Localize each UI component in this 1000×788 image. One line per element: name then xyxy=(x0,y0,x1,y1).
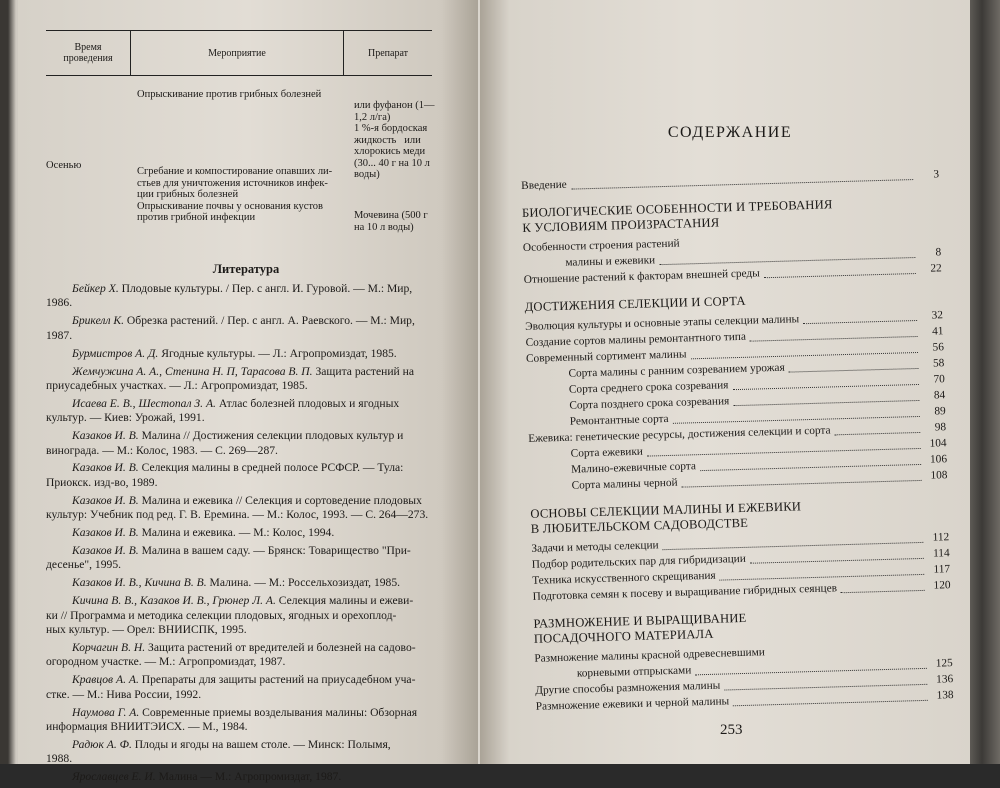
literature-author: Исаева Е. В., Шестопал З. А. xyxy=(72,396,216,410)
literature-line: винограда. — М.: Колос, 1983. — С. 269—287. xyxy=(46,443,278,457)
literature-line: Кравцов А. А. Препараты для защиты растений на приусадебном уча- xyxy=(72,673,416,687)
literature-line: культур. — Киев: Урожай, 1991. xyxy=(46,411,205,425)
toc-page-number: 84 xyxy=(933,389,946,402)
literature-line: Казаков И. В. Малина в вашем саду. — Брянск: Товарищество "При- xyxy=(72,544,411,557)
toc-section-line: ПОСАДОЧНОГО МАТЕРИАЛА xyxy=(533,626,714,646)
toc-page-number: 138 xyxy=(936,689,954,702)
table-drug-line: 1,2 л/га) xyxy=(354,111,391,123)
literature-line: Приокск. изд-во, 1989. xyxy=(46,475,158,489)
toc-entry-label: Современный сортимент малины xyxy=(525,348,687,365)
literature-author: Ярославцев Е. И. xyxy=(72,770,156,784)
table-drug-line: жидкость или xyxy=(354,134,421,146)
toc-entry-label: Подготовка семян к посеву и выращивание гибридных сеянцев xyxy=(532,582,838,603)
literature-line: Казаков И. В. Малина и ежевика. — М.: Колос, 1994. xyxy=(72,526,335,540)
literature-line: стке. — М.: Нива России, 1992. xyxy=(46,687,202,701)
toc-entry-label: Отношение растений к факторам внешней среды xyxy=(523,267,760,286)
table-drug-line: (30... 40 г на 10 л xyxy=(354,157,430,169)
literature-entry xyxy=(46,770,448,784)
literature-entry xyxy=(46,347,448,361)
toc-entry-label: Подбор родительских пар для гибридизации xyxy=(531,552,746,571)
toc-page-number: 56 xyxy=(932,341,945,354)
toc-entry-label: Эволюция культуры и основные этапы селекции малины xyxy=(524,313,800,333)
literature-line: Казаков И. В. Селекция малины в средней полосе РСФСР. — Тула: xyxy=(72,461,404,475)
toc-page-number: 98 xyxy=(934,421,947,434)
literature-author: Брикелл К. xyxy=(72,314,125,328)
toc-page-number: 58 xyxy=(932,357,945,370)
literature-author: Корчагин В. Н. xyxy=(72,640,146,654)
literature-author: Жемчужина А. А., Стенина Н. П, Тарасова В. П. xyxy=(72,364,313,378)
literature-entry xyxy=(46,526,448,540)
literature-author: Бурмистров А. Д. xyxy=(72,346,159,360)
literature-line: огородном участке. — М.: Агропромиздат, 1987. xyxy=(46,655,286,669)
literature-entry xyxy=(46,641,448,670)
toc-leader-dots xyxy=(841,589,925,593)
toc-page-number: 112 xyxy=(932,531,950,544)
literature-author: Кравцов А. А. xyxy=(72,673,139,687)
table-event-line: Опрыскивание почвы у основания кустов xyxy=(137,200,324,212)
toc-entry-label: Другие способы размножения малины xyxy=(535,679,721,697)
toc-page-number: 70 xyxy=(933,373,945,386)
literature-entry xyxy=(46,429,448,458)
literature-line: Корчагин В. Н. Защита растений от вредителей и болезней на садово- xyxy=(72,640,416,654)
table-drug-line: 1 %-я бордоская xyxy=(354,123,428,134)
literature-entry xyxy=(46,282,448,311)
toc-page-number: 117 xyxy=(933,563,951,576)
literature-line: десенье", 1995. xyxy=(46,558,122,572)
toc-section-line: ОСНОВЫ СЕЛЕКЦИИ МАЛИНЫ И ЕЖЕВИКИ xyxy=(530,499,802,521)
toc-page-number: 104 xyxy=(929,437,947,450)
literature-line: 1986. xyxy=(46,296,73,310)
table-time-2: Осенью xyxy=(46,160,82,171)
toc-entry-label: Ремонтантные сорта xyxy=(569,412,669,428)
literature-line: 1987. xyxy=(46,328,73,342)
literature-entry xyxy=(46,397,448,426)
table-drug-line: воды) xyxy=(354,169,380,180)
toc-page-number: 136 xyxy=(936,673,954,686)
literature-line: Радюк А. Ф. Плоды и ягоды на вашем столе. — Минск: Полымя, xyxy=(72,737,391,751)
literature-author: Казаков И. В., Кичина В. В. xyxy=(72,576,207,590)
toc-entry-label: Сорта ежевики xyxy=(570,445,644,460)
toc-page-number: 41 xyxy=(931,325,944,338)
literature-author: Бейкер Х. xyxy=(72,282,119,295)
literature-author: Казаков И. В. xyxy=(72,429,139,443)
toc-page-number: 3 xyxy=(933,168,940,181)
toc-entry-label: Размножение малины красной одревесневшими xyxy=(534,646,765,665)
toc-leader-dots xyxy=(764,272,916,278)
toc-section-line: БИОЛОГИЧЕСКИЕ ОСОБЕННОСТИ И ТРЕБОВАНИЯ xyxy=(521,197,833,220)
literature-line: Брикелл К. Обрезка растений. / Пер. с англ. А. Раевского. — М.: Мир, xyxy=(72,314,415,328)
toc-entry-label: Ежевика: генетические ресурсы, достижения селекции и сорта xyxy=(528,424,831,445)
toc-entry-label: Сорта малины черной xyxy=(571,476,678,492)
literature-author: Казаков И. В. xyxy=(72,493,139,507)
toc-entry-label: Особенности строения растений xyxy=(522,237,680,254)
toc-page-number: 32 xyxy=(931,309,944,322)
table-drug-1 xyxy=(354,100,434,181)
literature-title: Литература xyxy=(212,262,280,276)
literature-line: Казаков И. В., Кичина В. В. Малина. — М.: Россельхозиздат, 1985. xyxy=(72,576,401,590)
literature-entry xyxy=(46,706,448,735)
toc-page-number: 125 xyxy=(935,657,953,670)
page-stack-edge xyxy=(970,0,1000,764)
toc-entry-label: Сорта среднего срока созревания xyxy=(568,379,729,396)
toc-page-number: 108 xyxy=(930,469,948,482)
toc-section-line: РАЗМНОЖЕНИЕ И ВЫРАЩИВАНИЕ xyxy=(533,610,747,631)
table-drug-line: хлорокись меди xyxy=(354,146,426,157)
literature-list xyxy=(46,282,448,788)
literature-line: Бейкер Х. Плодовые культуры. / Пер. с англ. И. Гуровой. — М.: Мир, xyxy=(72,282,413,295)
literature-entry xyxy=(46,365,448,394)
literature-entry xyxy=(46,314,448,343)
toc-page-number: 89 xyxy=(934,405,946,418)
toc-entry-label: Введение xyxy=(521,178,567,192)
literature-entry xyxy=(46,738,448,767)
literature-line: информация ВНИИТЭИСХ. — М., 1984. xyxy=(46,719,248,733)
toc-entry-label: Техника искусственного скрещивания xyxy=(532,569,716,587)
toc-leader-dots xyxy=(834,431,920,435)
literature-line: Жемчужина А. А., Стенина Н. П, Тарасова В. П. Защита растений на xyxy=(72,364,414,378)
literature-entry xyxy=(46,594,448,637)
literature-entry xyxy=(46,576,448,590)
toc-title: СОДЕРЖАНИЕ xyxy=(667,124,793,141)
literature-line: Наумова Г. А. Современные приемы возделывания малины: Обзорная xyxy=(72,705,418,719)
table-event-line: Сгребание и компостирование опавших ли- xyxy=(137,166,333,177)
literature-author: Наумова Г. А. xyxy=(72,705,140,719)
table-drug-line: на 10 л воды) xyxy=(354,221,414,233)
toc-section-line: ДОСТИЖЕНИЯ СЕЛЕКЦИИ И СОРТА xyxy=(524,293,746,314)
table-event-line: против грибной инфекции xyxy=(137,212,256,223)
page-number: 253 xyxy=(720,722,743,738)
toc-page-number: 106 xyxy=(929,453,948,466)
table-header-event: Мероприятие xyxy=(131,31,344,75)
toc-page-number: 8 xyxy=(935,246,942,259)
literature-line: приусадебных участках. — Л.: Агропромиздат, 1985. xyxy=(46,378,308,392)
toc-entry-label: Задачи и методы селекции xyxy=(531,539,659,555)
toc-entry-label: Создание сортов малины ремонтантного типа xyxy=(525,330,747,349)
literature-entry xyxy=(46,673,448,702)
literature-line: Казаков И. В. Малина и ежевика // Селекция и сортоведение плодовых xyxy=(72,493,422,507)
literature-author: Радюк А. Ф. xyxy=(72,737,132,751)
table-event-2 xyxy=(137,166,332,224)
toc-entry-label: Сорта малины с ранним созреванием урожая xyxy=(568,361,785,380)
header-time-line1: Время xyxy=(74,42,102,53)
table-event-1: Опрыскивание против грибных болезней xyxy=(137,89,322,100)
toc-entry-label: Сорта позднего срока созревания xyxy=(569,395,730,412)
literature-entry xyxy=(46,544,448,573)
toc-page-number: 22 xyxy=(930,262,942,275)
toc-entry-label: малины и ежевики xyxy=(565,254,656,269)
table-header-drug: Препарат xyxy=(368,47,408,59)
toc-entry-label: корневыми отпрысками xyxy=(576,664,692,680)
table-event-line: ции грибных болезней xyxy=(137,189,239,200)
literature-line: Бурмистров А. Д. Ягодные культуры. — Л.: Агропромиздат, 1985. xyxy=(72,346,397,360)
toc-entry-label: Малино-ежевичные сорта xyxy=(570,460,697,476)
literature-line: Ярославцев Е. И. Малина — М.: Агропромиздат, 1987. xyxy=(72,770,342,784)
literature-line: ки // Программа и методика селекции плодовых, ягодных и орехоплод- xyxy=(46,608,397,622)
literature-line: культур: Учебник под ред. Г. В. Еремина. — М.: Колос, 1993. — С. 264—273. xyxy=(46,508,429,522)
toc-entry-label: Размножение ежевики и черной малины xyxy=(535,695,730,713)
table-drug-2 xyxy=(354,210,428,233)
literature-line: Казаков И. В. Малина // Достижения селекции плодовых культур и xyxy=(72,429,404,443)
literature-author: Казаков И. В. xyxy=(72,526,139,540)
toc-section-line: В ЛЮБИТЕЛЬСКОМ САДОВОДСТВЕ xyxy=(530,515,749,536)
table-event-line: стьев для уничтожения источников инфек- xyxy=(137,177,328,189)
table-of-contents xyxy=(521,166,954,714)
header-time-line2: проведения xyxy=(63,53,113,64)
literature-line: 1988. xyxy=(46,752,73,766)
literature-author: Казаков И. В. xyxy=(72,544,139,557)
literature-entry xyxy=(46,461,448,490)
literature-line: ных культур. — Орел: ВНИИСПК, 1995. xyxy=(46,623,247,637)
literature-line: Исаева Е. В., Шестопал З. А. Атлас болезней плодовых и ягодных xyxy=(72,396,400,410)
toc-page-number: 114 xyxy=(932,547,950,560)
table-drug-line: или фуфанон (1— xyxy=(354,100,435,111)
literature-entry xyxy=(46,494,448,523)
toc-leader-dots xyxy=(803,319,917,324)
table-drug-line: Мочевина (500 г xyxy=(354,210,428,221)
literature-author: Кичина В. В., Казаков И. В., Грюнер Л. А. xyxy=(72,594,276,608)
toc-section-line: К УСЛОВИЯМ ПРОИЗРАСТАНИЯ xyxy=(522,215,720,235)
table-header xyxy=(46,30,432,76)
literature-line: Кичина В. В., Казаков И. В., Грюнер Л. А. Селекция малины и ежеви- xyxy=(72,594,414,608)
toc-page-number: 120 xyxy=(933,579,951,592)
literature-author: Казаков И. В. xyxy=(72,461,139,475)
table-header-time xyxy=(46,31,131,75)
